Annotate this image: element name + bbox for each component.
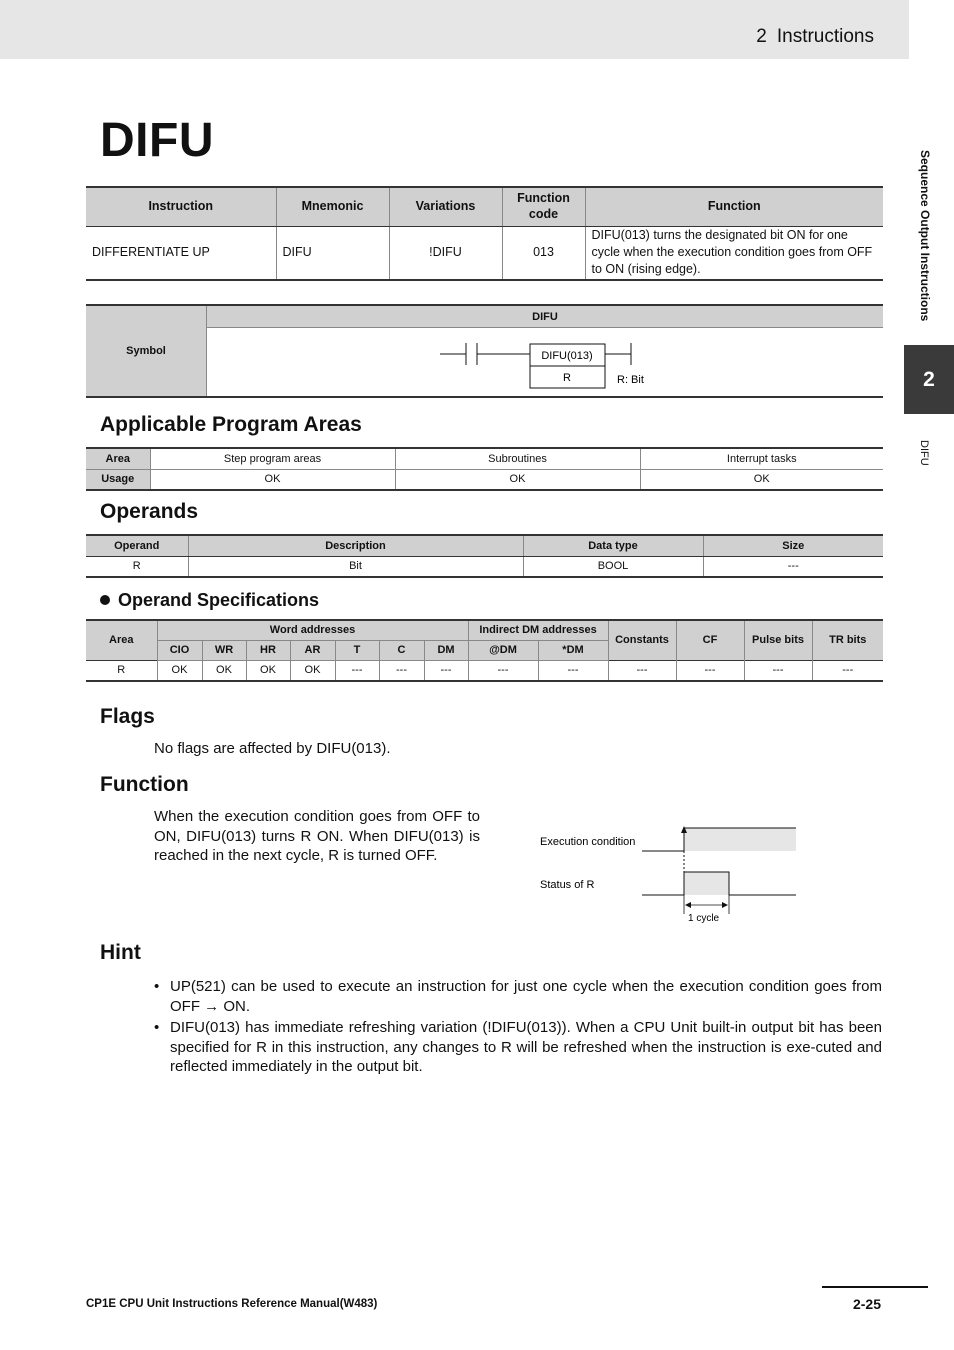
- cell-interrupt-tasks: Interrupt tasks: [640, 448, 883, 469]
- operands-table: [86, 534, 883, 578]
- col-word-addresses: Word addresses: [157, 620, 468, 640]
- ladder-symbol: [207, 328, 881, 398]
- col-mnemonic: Mnemonic: [276, 187, 389, 226]
- cycle-label: 1 cycle: [688, 913, 720, 924]
- symbol-header: DIFU: [207, 306, 883, 328]
- table-header-row: [86, 620, 883, 640]
- col-function-code: Function code: [502, 187, 585, 226]
- col-cf: CF: [676, 620, 744, 660]
- footer-page-number: 2-25: [852, 1296, 881, 1312]
- heading-operand-specs-text: Operand Specifications: [118, 590, 320, 610]
- cell-function: DIFU(013) turns the designated bit ON for one cycle when the execution condition goes from OFF to ON (rising edge).: [585, 226, 883, 280]
- cell-star-dm: ---: [538, 660, 608, 681]
- heading-operands: Operands: [100, 500, 199, 523]
- cell-data-type: BOOL: [523, 556, 703, 577]
- footer-manual-title: CP1E CPU Unit Instructions Reference Manual(W483): [86, 1298, 378, 1310]
- symbol-box: [86, 304, 883, 398]
- col-constants: Constants: [608, 620, 676, 660]
- chapter-number: 2: [756, 26, 767, 47]
- exec-condition-label: Execution condition: [540, 836, 636, 848]
- col-tr-bits: TR bits: [812, 620, 883, 660]
- cell-cf: ---: [676, 660, 744, 681]
- col-ar: AR: [290, 640, 335, 660]
- cell-pulse-bits: ---: [744, 660, 812, 681]
- col-indirect-dm: Indirect DM addresses: [468, 620, 608, 640]
- cell-description: Bit: [188, 556, 523, 577]
- status-pulse-fill: [684, 872, 729, 895]
- timing-diagram: [530, 822, 810, 932]
- list-item: • DIFU(013) has immediate refreshing variation (!DIFU(013)). When a CPU Unit built-in output bit has been specified for R in this instruction, any changes to R will be refreshed when the instruction is exe-cuted and reflected immediately in the output bit.: [154, 1018, 882, 1077]
- cell-function-code: 013: [502, 226, 585, 280]
- col-dm: DM: [424, 640, 468, 660]
- hint-list: [154, 977, 882, 1079]
- cell-tr-bits: ---: [812, 660, 883, 681]
- operand-specs-table: [86, 619, 883, 682]
- list-item: • UP(521) can be used to execute an instruction for just one cycle when the execution condition goes from OFF → ON.: [154, 977, 882, 1016]
- table-row: [86, 556, 883, 577]
- col-area: Area: [86, 620, 157, 660]
- heading-operand-specs: [100, 590, 319, 611]
- col-function: Function: [585, 187, 883, 226]
- cell-step-areas: Step program areas: [150, 448, 395, 469]
- col-wr: WR: [202, 640, 246, 660]
- cell-usage-step: OK: [150, 469, 395, 490]
- cell-variations: !DIFU: [389, 226, 502, 280]
- col-operand: Operand: [86, 535, 188, 556]
- applicable-areas-table: [86, 447, 883, 491]
- col-star-dm: *DM: [538, 640, 608, 660]
- side-chapter-tab: 2: [904, 345, 954, 414]
- symbol-box-bottom-text: R: [563, 372, 571, 384]
- col-size: Size: [703, 535, 883, 556]
- arrow-right-icon: [722, 902, 728, 908]
- cell-operand: R: [86, 556, 188, 577]
- running-header: [756, 26, 874, 48]
- cell-c: ---: [379, 660, 424, 681]
- cell-area: R: [86, 660, 157, 681]
- symbol-operand-note: R: Bit: [617, 374, 644, 386]
- cell-area-label: Area: [86, 448, 150, 469]
- side-section-label: Sequence Output Instructions: [918, 150, 932, 322]
- cell-hr: OK: [246, 660, 290, 681]
- arrow-left-icon: [685, 902, 691, 908]
- instruction-table: [86, 186, 883, 281]
- cell-cio: OK: [157, 660, 202, 681]
- bullet-icon: [100, 595, 110, 605]
- side-page-label: DIFU: [918, 440, 930, 466]
- cell-t: ---: [335, 660, 379, 681]
- flags-text: No flags are affected by DIFU(013).: [154, 740, 391, 757]
- cell-ar: OK: [290, 660, 335, 681]
- col-c: C: [379, 640, 424, 660]
- cell-constants: ---: [608, 660, 676, 681]
- col-cio: CIO: [157, 640, 202, 660]
- col-t: T: [335, 640, 379, 660]
- exec-condition-on-fill: [684, 828, 796, 851]
- cell-usage-interrupt: OK: [753, 473, 770, 486]
- cell-wr: OK: [202, 660, 246, 681]
- cell-size: ---: [787, 560, 799, 573]
- footer-rule: [822, 1286, 928, 1288]
- col-variations: Variations: [389, 187, 502, 226]
- symbol-label: Symbol: [86, 306, 207, 396]
- cell-usage-label: Usage: [86, 469, 150, 490]
- table-header-row: [86, 187, 883, 226]
- status-label: Status of R: [540, 879, 595, 891]
- col-hr: HR: [246, 640, 290, 660]
- heading-function: Function: [100, 773, 189, 796]
- chapter-title: Instructions: [776, 26, 874, 47]
- col-instruction: Instruction: [86, 187, 276, 226]
- heading-applicable-areas: Applicable Program Areas: [100, 413, 362, 436]
- cell-at-dm: ---: [468, 660, 538, 681]
- table-row: [86, 226, 883, 280]
- cell-usage-sub: OK: [395, 469, 640, 490]
- heading-flags: Flags: [100, 705, 155, 728]
- table-row: [86, 448, 883, 469]
- table-row: [86, 660, 883, 681]
- heading-hint: Hint: [100, 941, 141, 964]
- page-title: DIFU: [100, 114, 214, 167]
- symbol-box-top-text: DIFU(013): [541, 350, 593, 362]
- cell-instruction: DIFFERENTIATE UP: [86, 226, 276, 280]
- col-data-type: Data type: [523, 535, 703, 556]
- table-row: [86, 469, 883, 490]
- col-pulse-bits: Pulse bits: [744, 620, 812, 660]
- cell-subroutines: Subroutines: [395, 448, 640, 469]
- col-at-dm: @DM: [468, 640, 538, 660]
- col-description: Description: [188, 535, 523, 556]
- function-text: When the execution condition goes from OFF to ON, DIFU(013) turns R ON. When DIFU(013) is reached in the next cycle, R is turned OFF.: [154, 808, 480, 864]
- cell-dm: ---: [424, 660, 468, 681]
- cell-mnemonic: DIFU: [276, 226, 389, 280]
- table-header-row: [86, 535, 883, 556]
